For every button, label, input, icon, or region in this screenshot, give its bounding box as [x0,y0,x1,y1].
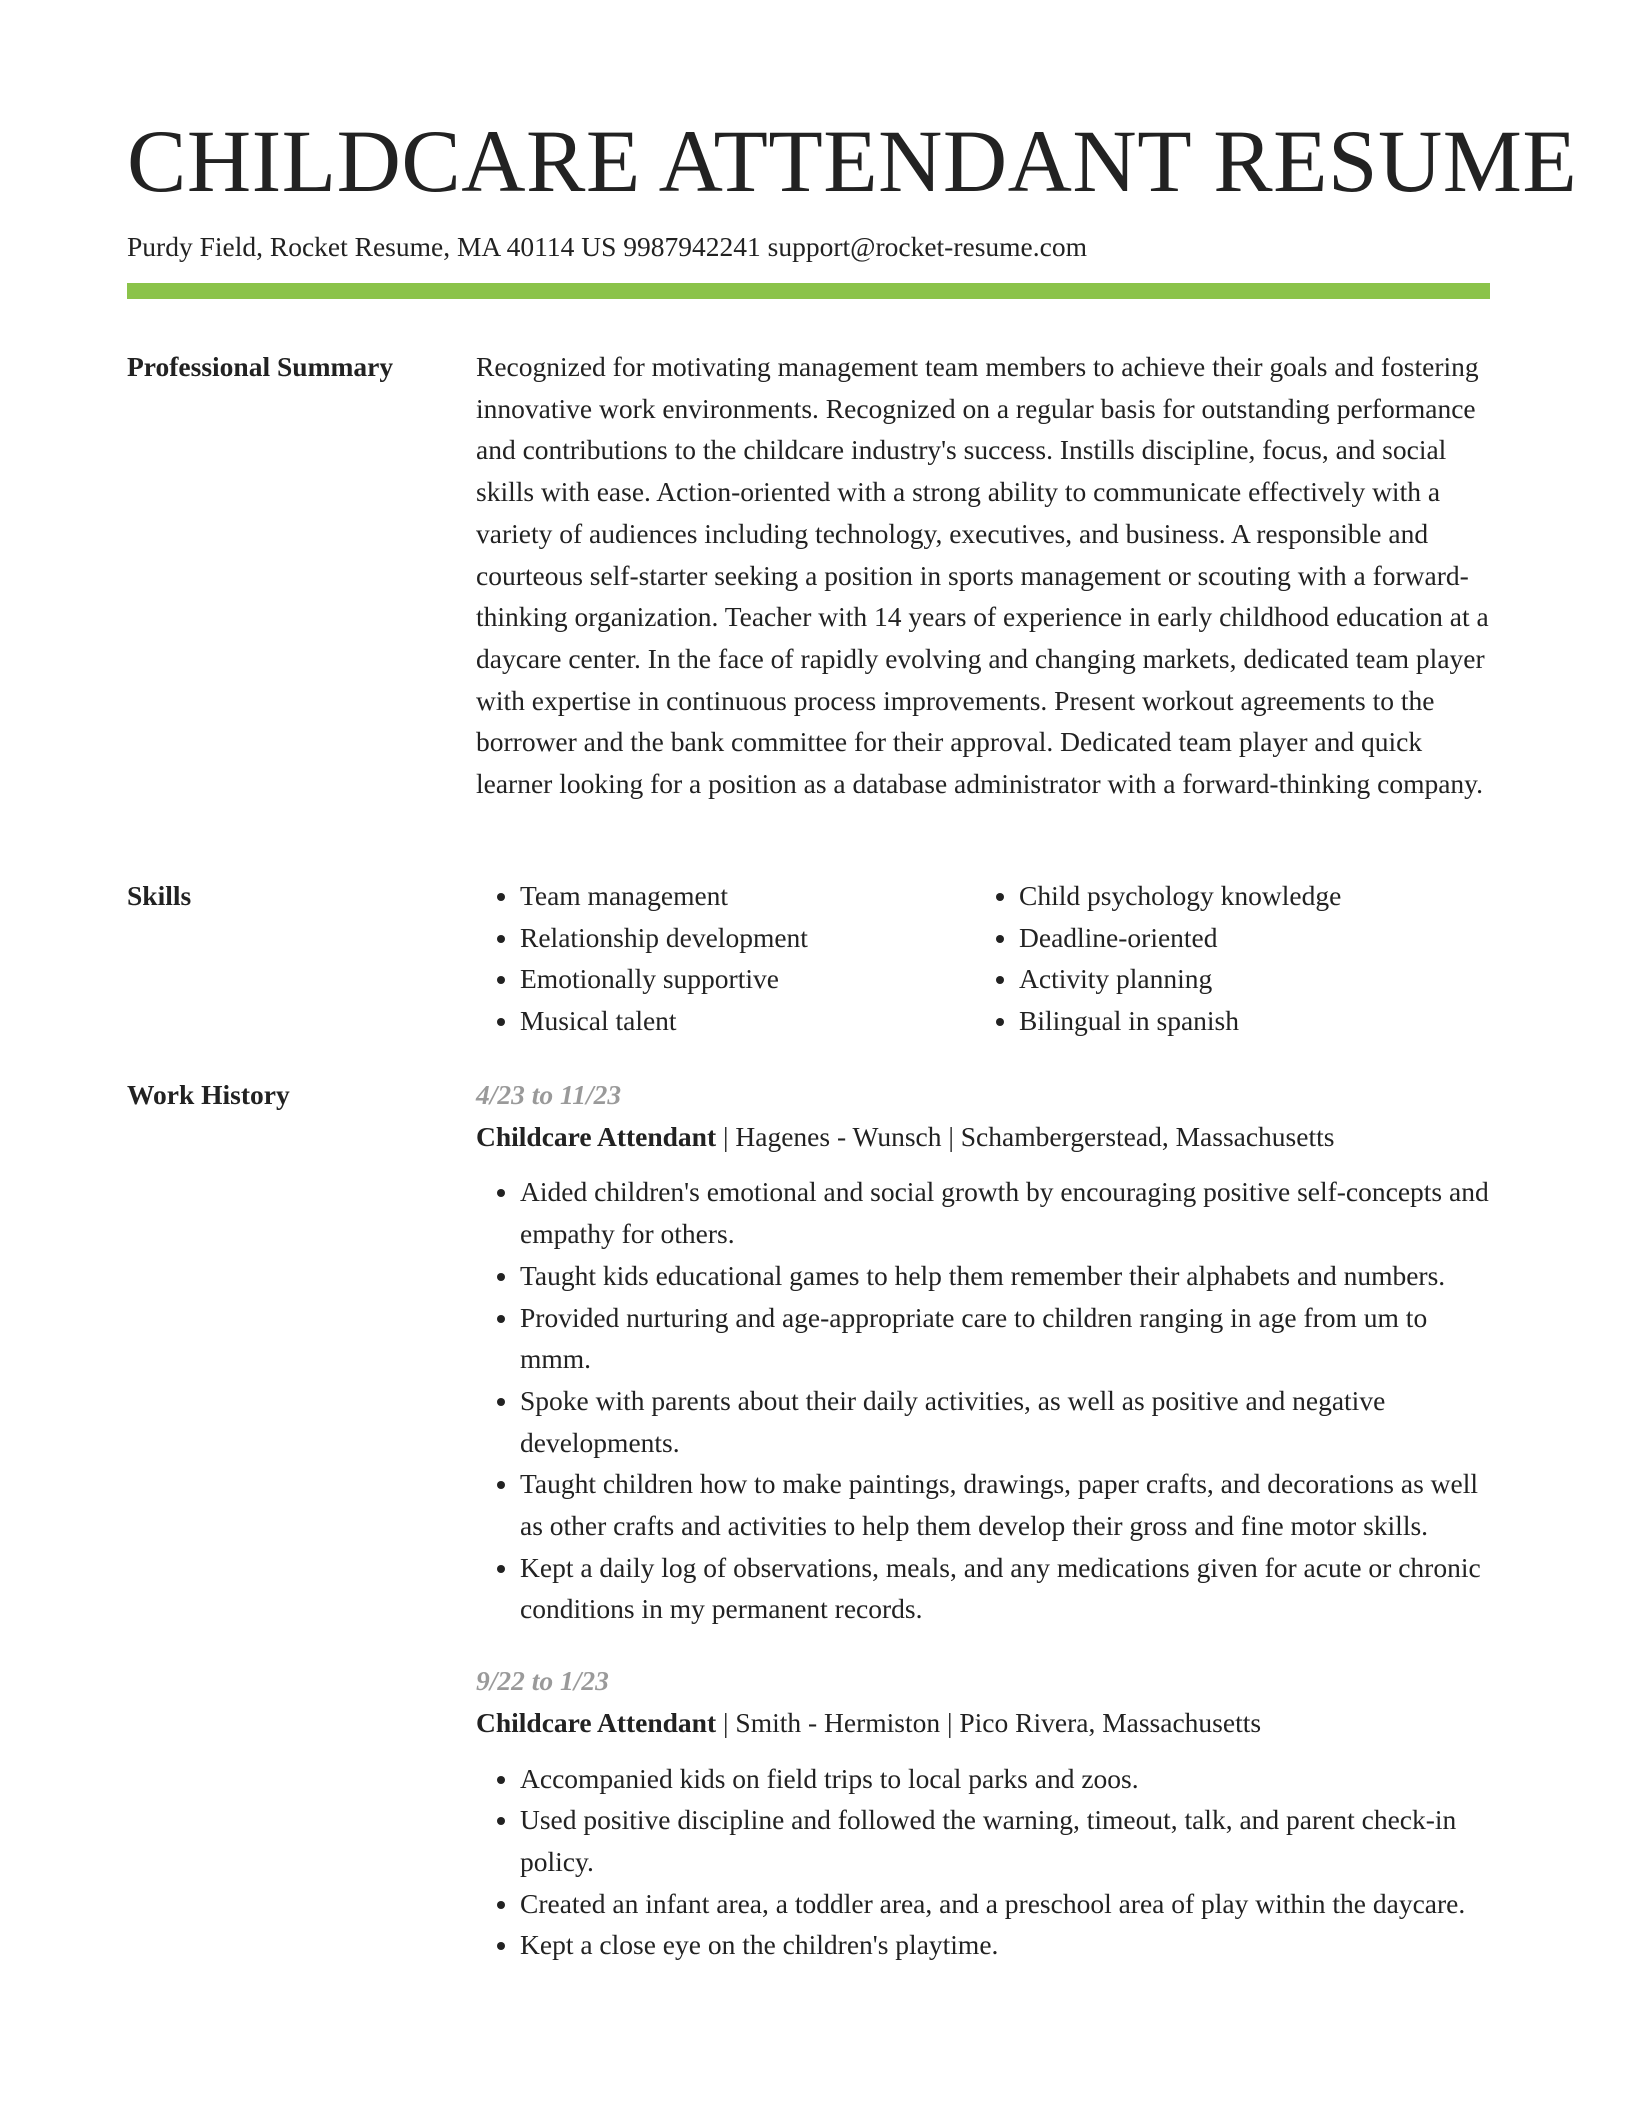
job-bullet: • Taught children how to make paintings, drawings, paper crafts, and decorations as well as other crafts and activities to help them develop their gross and fine motor skills. [520,1463,1490,1546]
skills-list-left [476,875,975,1042]
job-title: Childcare Attendant [476,1120,717,1152]
skills-body [476,875,1490,1042]
skill-item: • Musical talent [520,1000,975,1042]
contact-line: Purdy Field, Rocket Resume, MA 40114 US 9987942241 support@rocket-resume.com [127,231,1087,262]
job-dates: 4/23 to 11/23 [476,1079,622,1110]
job-entry [476,1660,1490,1966]
skill-item: • Child psychology knowledge [1019,875,1474,917]
skills-list-right [975,875,1474,1042]
job-bullet: • Kept a close eye on the children's playtime. [520,1924,1490,1966]
job-entry [476,1074,1490,1630]
job-bullet: • Accompanied kids on field trips to local parks and zoos. [520,1758,1490,1800]
job-bullet: • Used positive discipline and followed the warning, timeout, talk, and parent check-in policy. [520,1799,1490,1882]
skills-columns [476,875,1490,1042]
job-title: Childcare Attendant [476,1706,717,1738]
job-dates: 9/22 to 1/23 [476,1665,609,1697]
summary-body [476,346,1490,805]
skill-item: • Team management [520,875,975,917]
job-employer-location: | Smith - Hermiston | Pico Rivera, Massachusetts [716,1706,1262,1738]
skill-item: • Relationship development [520,917,975,959]
job-bullet: • Provided nurturing and age-appropriate care to children ranging in age from um to mmm. [520,1297,1490,1380]
job-bullet-list [476,1171,1490,1630]
job-heading [476,1116,1490,1158]
job-bullet: • Taught kids educational games to help them remember their alphabets and numbers. [520,1255,1490,1297]
job-bullet: • Created an infant area, a toddler area, and a preschool area of play within the daycare. [520,1883,1490,1925]
accent-divider [127,283,1490,299]
resume-title: CHILDCARE ATTENDANT RESUME [127,113,1578,211]
skill-item: • Bilingual in spanish [1019,1000,1474,1042]
summary-text: Recognized for motivating management team members to achieve their goals and fostering innovative work environments. Recognized on a regular basis for outstanding performance and contributions to the childcare industry's success. Instills discipline, focus, and social skills with ease. Action-oriented with a strong ability to communicate effectively with a variety of audiences including technology, executives, and business. A responsible and courteous self-starter seeking a position in sports management or scouting with a forward-thinking organization. Teacher with 14 years of experience in early childhood education at a daycare center. In the face of rapidly evolving and changing markets, dedicated team player with expertise in continuous process improvements. Present workout agreements to the borrower and the bank committee for their approval. Dedicated team player and quick learner looking for a position as a database administrator with a forward-thinking company. [476,351,1489,800]
job-bullet: • Spoke with parents about their daily activities, as well as positive and negative developments. [520,1380,1490,1463]
skills-heading: Skills [127,880,192,911]
job-bullet: • Kept a daily log of observations, meals, and any medications given for acute or chronic conditions in my permanent records. [520,1547,1490,1630]
job-heading [476,1702,1490,1744]
skill-item: • Deadline-oriented [1019,917,1474,959]
work-history-heading: Work History [127,1079,290,1110]
skill-item: • Emotionally supportive [520,958,975,1000]
job-bullet-list [476,1758,1490,1967]
job-employer-location: | Hagenes - Wunsch | Schambergerstead, Massachusetts [716,1120,1335,1152]
work-history-body [476,1074,1490,1996]
job-bullet: • Aided children's emotional and social growth by encouraging positive self-concepts and empathy for others. [520,1171,1490,1254]
summary-heading: Professional Summary [127,351,394,382]
skill-item: • Activity planning [1019,958,1474,1000]
